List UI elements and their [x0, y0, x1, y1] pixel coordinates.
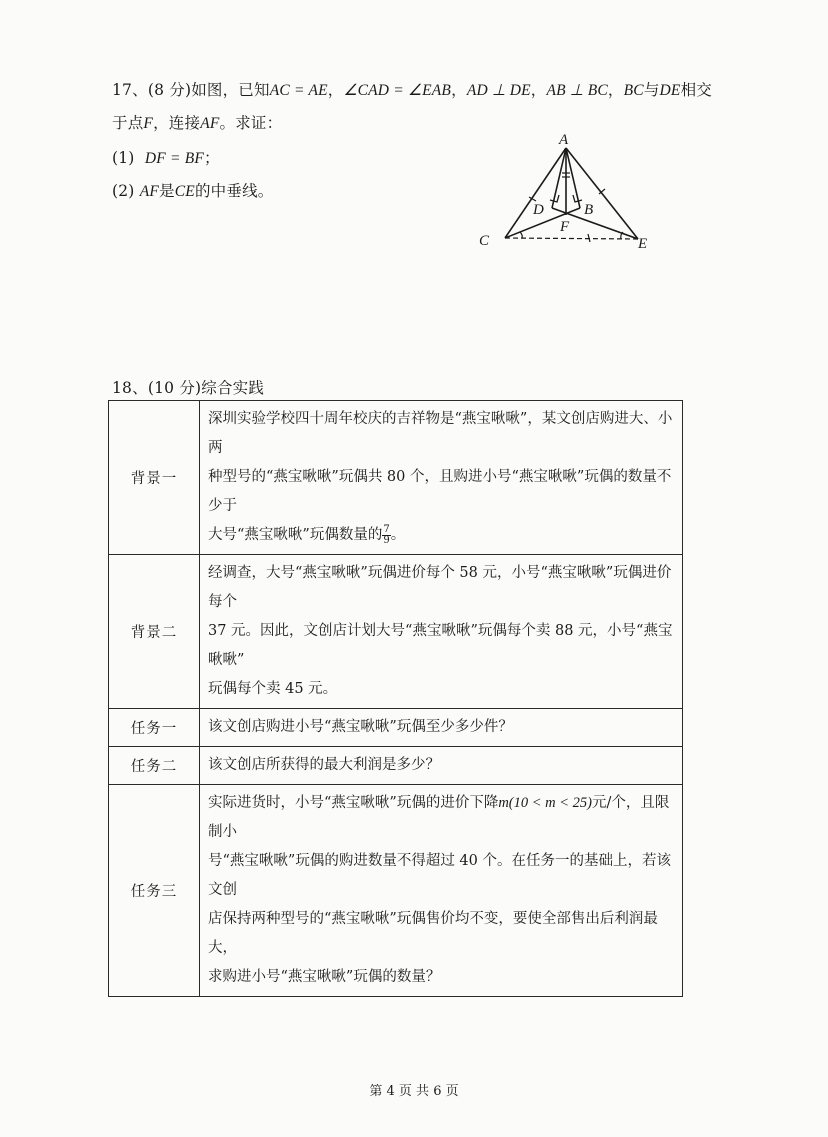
- row-header: 任务二: [109, 747, 200, 785]
- math-angle-equality: ∠CAD = ∠EAB: [343, 82, 452, 99]
- geometry-figure: [462, 128, 662, 253]
- q17-stem-line1: 17、(8 分)如图，已知AC = AE，∠CAD = ∠EAB，AD ⊥ DE，AB ⊥ BC，BC与DE相交: [112, 81, 712, 99]
- row-header: 背景二: [109, 555, 200, 709]
- row-content: 实际进货时，小号“燕宝啾啾”玩偶的进价下降m(10 < m < 25)元/个，且限制小 号“燕宝啾啾”玩偶的购进数量不得超过 40 个。在任务一的基础上，若该文创 店保持两种型号的“燕宝啾啾”玩偶售价均不变，要使全部售出后利润最大， 求购进小号“燕宝啾啾”玩偶的数量？: [200, 785, 683, 997]
- row-content: 经调查，大号“燕宝啾啾”玩偶进价每个 58 元，小号“燕宝啾啾”玩偶进价每个 37 元。因此，文创店计划大号“燕宝啾啾”玩偶每个卖 88 元，小号“燕宝啾啾” 玩偶每个卖 45 元。: [200, 555, 683, 709]
- label-d: D: [533, 202, 544, 218]
- q18-title: 18、(10 分)综合实践: [112, 379, 265, 397]
- label-b: B: [584, 202, 594, 218]
- page-footer: 第 4 页 共 6 页: [369, 1084, 459, 1099]
- row-content: 该文创店所获得的最大利润是多少？: [200, 747, 683, 785]
- row-content: 该文创店购进小号“燕宝啾啾”玩偶至少多少件？: [200, 709, 683, 747]
- label-e: E: [638, 236, 648, 252]
- row-header: 背景一: [109, 401, 200, 555]
- label-c: C: [479, 233, 490, 249]
- segment-ac: [505, 148, 566, 238]
- fraction-seven-ninths: $\frac{7}{9}$: [383, 523, 390, 546]
- math-ac-ae: AC = AE: [269, 82, 328, 99]
- table-row: [109, 555, 683, 709]
- math-ad-perp-de: AD ⊥ DE: [466, 82, 531, 99]
- math-m-range: m(10 < m < 25): [498, 795, 592, 811]
- q17-item-1: (1) DF = BF；: [112, 149, 220, 167]
- row-header: 任务一: [109, 709, 200, 747]
- table-row: [109, 401, 683, 555]
- segment-ce-dashed: [505, 238, 638, 239]
- q17-stem-line2: 于点F，连接AF。求证：: [112, 114, 283, 132]
- math-ab-perp-bc: AB ⊥ BC: [546, 82, 608, 99]
- q17-item-2: (2) AF是CE的中垂线。: [112, 182, 274, 200]
- row-content: 深圳实验学校四十周年校庆的吉祥物是“燕宝啾啾”，某文创店购进大、小两 种型号的“燕宝啾啾”玩偶共 80 个，且购进小号“燕宝啾啾”玩偶的数量不少于 大号“燕宝啾啾”玩偶数量的 $\frac{7}{9}$ 。: [200, 401, 683, 555]
- table-row: [109, 709, 683, 747]
- q18-table: [108, 400, 683, 997]
- table-row: [109, 785, 683, 997]
- table-row: [109, 747, 683, 785]
- tick-ce: [588, 234, 590, 242]
- label-f: F: [560, 219, 570, 235]
- angle-arc-c: [520, 232, 522, 238]
- label-a: A: [559, 132, 569, 148]
- row-header: 任务三: [109, 785, 200, 997]
